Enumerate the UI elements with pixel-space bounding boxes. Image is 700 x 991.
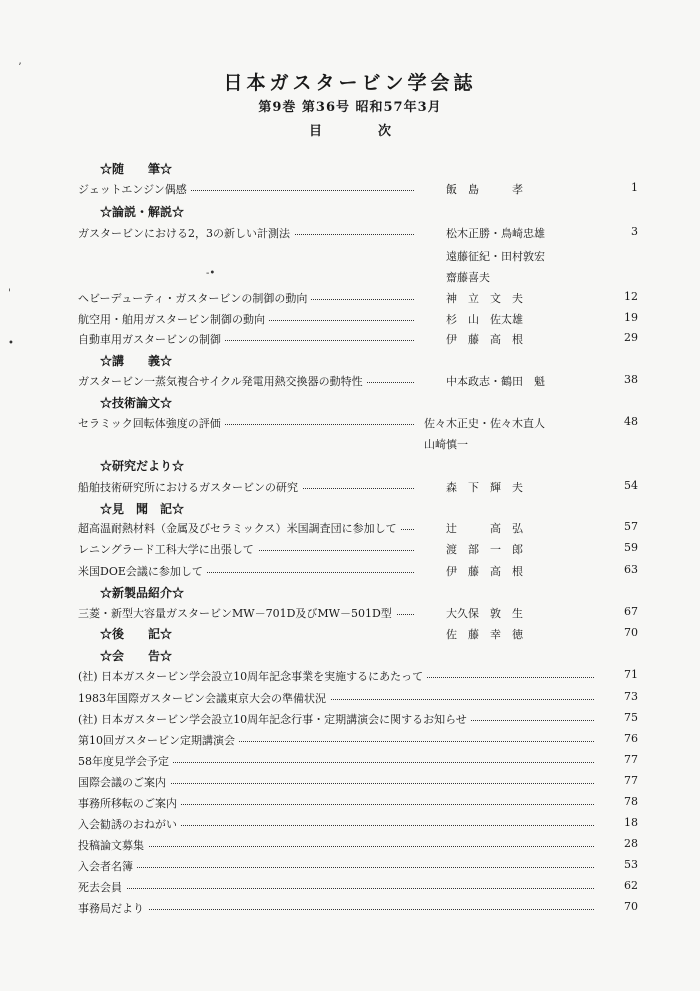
leader-dots [78,888,594,889]
toc-entry[interactable] [78,816,638,834]
section-technical: ☆技術論文☆ [100,396,173,410]
scan-speck: ʼ [18,62,22,73]
entry-coauthor: 山崎慎一 [424,438,468,451]
entry-title: 船舶技術研究所におけるガスタービンの研究 [78,479,302,495]
entry-title: (社) 日本ガスタービン学会設立10周年記念行事・定期講演会に関するお知らせ [78,711,471,727]
entry-title: 事務所移転のご案内 [78,795,181,811]
entry-author: 大久保 敦 生 [446,607,523,620]
toc-entry[interactable] [78,837,638,855]
toc-entry[interactable] [78,290,638,308]
leader-dots [78,846,594,847]
entry-author: 佐 藤 幸 徳 [446,628,523,641]
toc-entry[interactable] [78,331,638,349]
section-postscript: ☆後 記☆ [100,627,173,641]
entry-title: 米国DOE会議に参加して [78,563,207,579]
toc-entry[interactable] [78,520,638,538]
entry-title: 死去会員 [78,879,126,895]
toc-entry[interactable] [78,311,638,329]
entry-title: 超高温耐熱材料（金属及びセラミックス）米国調査団に参加して [78,520,401,536]
toc-entry[interactable] [78,373,638,391]
entry-page: 3 [631,225,638,238]
entry-page: 48 [624,415,638,428]
entry-page: 28 [624,837,638,850]
entry-page: 76 [624,732,638,745]
entry-title: 国際会議のご案内 [78,774,170,790]
entry-title: 三菱・新型大容量ガスタービンMW－701D及びMW－501D型 [78,605,396,621]
entry-page: 73 [624,690,638,703]
entry-page: 78 [624,795,638,808]
toc-entry[interactable] [78,605,638,623]
entry-title: ジェットエンジン偶感 [78,181,191,197]
entry-author: 辻 高 弘 [446,522,523,535]
scan-speck: -• [206,268,216,279]
entry-page: 54 [624,479,638,492]
toc-entry[interactable] [78,900,638,918]
entry-page: 53 [624,858,638,871]
scan-speck: ' [8,288,11,299]
entry-page: 67 [624,605,638,618]
entry-author: 松木正勝・鳥崎忠雄 [446,227,545,240]
entry-title: 投稿論文募集 [78,837,148,853]
entry-page: 19 [624,311,638,324]
entry-author: 伊 藤 高 根 [446,333,523,346]
entry-author: 飯 島 孝 [446,183,523,196]
toc-entry[interactable] [78,181,638,199]
toc-heading-char2: 次 [378,124,392,139]
toc-entry[interactable] [78,541,638,559]
entry-author: 神 立 文 夫 [446,292,523,305]
toc-entry[interactable] [78,858,638,876]
section-lab: ☆研究だより☆ [100,459,185,473]
toc-entry[interactable] [78,225,638,243]
leader-dots [78,909,594,910]
entry-author: 杉 山 佐太雄 [446,313,523,326]
entry-author: 森 下 輝 夫 [446,481,523,494]
entry-title: 自動車用ガスタービンの制御 [78,331,225,347]
entry-page: 71 [624,668,638,681]
toc-heading [0,120,700,139]
toc-entry[interactable] [78,626,638,644]
section-review: ☆論説・解説☆ [100,205,185,219]
entry-page: 70 [624,626,638,639]
scan-speck: • [8,338,14,349]
section-products: ☆新製品紹介☆ [100,586,185,600]
toc-heading-char1: 目 [308,124,322,139]
leader-dots [78,867,594,868]
entry-coauthor: 齋藤喜夫 [446,271,490,284]
entry-page: 38 [624,373,638,386]
entry-page: 18 [624,816,638,829]
toc-entry[interactable] [78,563,638,581]
issue-line: 第9巻 第36号 昭和57年3月 [258,100,442,115]
toc-entry[interactable] [78,732,638,750]
entry-title: セラミック回転体強度の評価 [78,415,225,431]
section-lecture: ☆講 義☆ [100,354,173,368]
entry-page: 57 [624,520,638,533]
entry-page: 70 [624,900,638,913]
entry-title: 入会者名簿 [78,858,137,874]
entry-page: 75 [624,711,638,724]
entry-page: 77 [624,753,638,766]
toc-entry[interactable] [78,795,638,813]
entry-title: 入会勧誘のおねがい [78,816,181,832]
entry-title: ヘビーデューティ・ガスタービンの制御の動向 [78,290,311,306]
entry-page: 29 [624,331,638,344]
section-visit: ☆見 聞 記☆ [100,502,185,516]
entry-coauthor: 遠藤征紀・田村敦宏 [446,250,545,263]
section-notices: ☆会 告☆ [100,649,173,663]
entry-page: 1 [631,181,638,194]
entry-title: 航空用・舶用ガスタービン制御の動向 [78,311,269,327]
entry-page: 59 [624,541,638,554]
entry-author: 伊 藤 高 根 [446,565,523,578]
toc-entry[interactable] [78,879,638,897]
entry-page: 62 [624,879,638,892]
entry-title: 事務局だより [78,900,148,916]
toc-entry[interactable] [78,668,638,686]
entry-title: レニングラード工科大学に出張して [78,541,258,557]
entry-title: ガスタービンにおける2，3の新しい計測法 [78,225,294,241]
entry-page: 77 [624,774,638,787]
entry-title: 1983年国際ガスタービン会議東京大会の準備状況 [78,690,330,706]
entry-author: 中本政志・鶴田 魁 [446,375,545,388]
toc-entry[interactable] [78,690,638,708]
entry-page: 63 [624,563,638,576]
entry-title: (社) 日本ガスタービン学会設立10周年記念事業を実施するにあたって [78,668,427,684]
entry-page: 12 [624,290,638,303]
entry-title: 第10回ガスタービン定期講演会 [78,732,239,748]
entry-title: 58年度見学会予定 [78,753,173,769]
journal-title: 日本ガスタービン学会誌 [223,72,477,94]
toc-entry[interactable] [78,479,638,497]
toc-entry[interactable] [78,774,638,792]
section-essay: ☆随 筆☆ [100,162,173,176]
toc-entry[interactable] [78,415,638,433]
toc-entry[interactable] [78,753,638,771]
toc-entry[interactable] [78,711,638,729]
entry-title: ガスタービン一蒸気複合サイクル発電用熱交換器の動特性 [78,373,367,389]
entry-author: 佐々木正史・佐々木直人 [424,417,545,430]
entry-author: 渡 部 一 郎 [446,543,523,556]
